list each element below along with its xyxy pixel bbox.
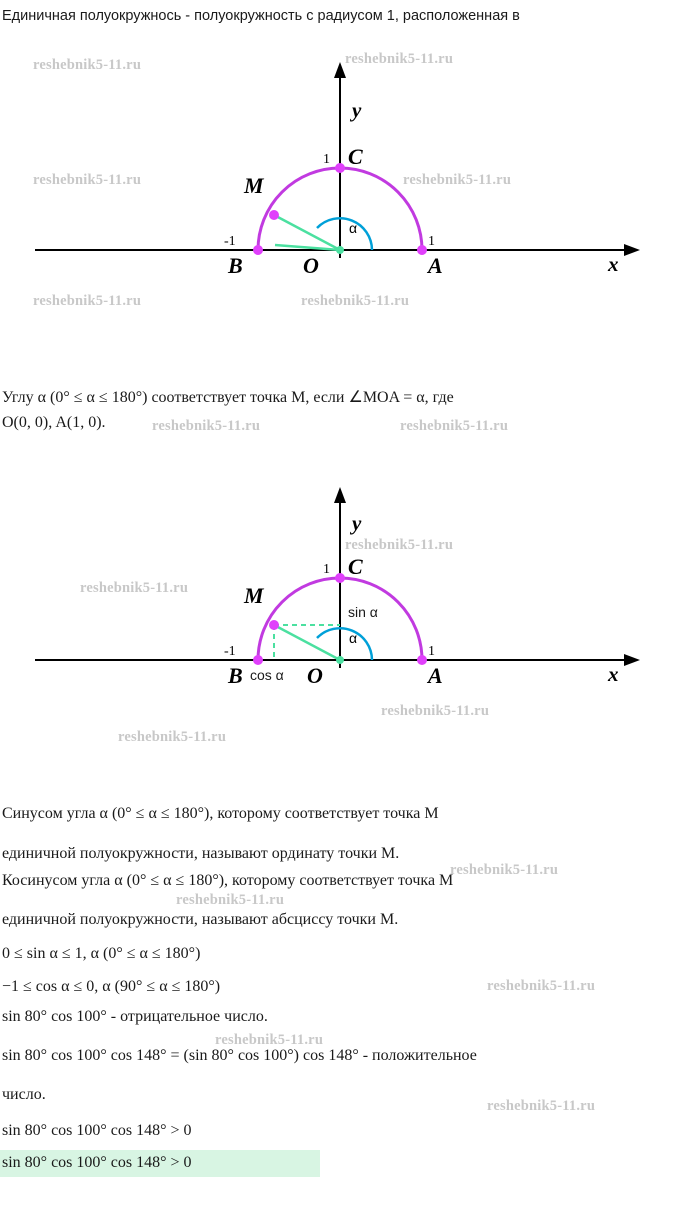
figure-2-y-label: y bbox=[352, 511, 362, 535]
answer-text: sin 80° cos 100° cos 148° > 0 bbox=[2, 1154, 192, 1171]
figure-2-cos-label: cos α bbox=[250, 667, 284, 683]
figure-2-tick-A: 1 bbox=[428, 644, 435, 659]
watermark: reshebnik5-11.ru bbox=[152, 418, 261, 434]
figure-1-x-label: x bbox=[608, 252, 619, 276]
paragraph-1b: O(0, 0), A(1, 0). bbox=[2, 414, 106, 431]
figure-1-tick-B: -1 bbox=[224, 234, 236, 249]
figure-2-tick-C: 1 bbox=[323, 562, 330, 577]
figure-1-y-label: y bbox=[352, 98, 362, 122]
formula-1: 0 ≤ sin α ≤ 1, α (0° ≤ α ≤ 180°) bbox=[2, 945, 201, 962]
figure-2-angle-label: α bbox=[349, 630, 358, 646]
watermark: reshebnik5-11.ru bbox=[381, 703, 490, 719]
figure-2-x-label: x bbox=[608, 662, 619, 686]
watermark: reshebnik5-11.ru bbox=[176, 892, 285, 908]
watermark: reshebnik5-11.ru bbox=[450, 862, 559, 878]
paragraph-2b: единичной полуокружности, называют ординату точки M. bbox=[2, 845, 400, 862]
figure-2-sin-label: sin α bbox=[348, 604, 378, 620]
watermark: reshebnik5-11.ru bbox=[215, 1032, 324, 1048]
intro-line: Единичная полуокружнось - полуокружность с радиусом 1, расположенная в bbox=[2, 8, 520, 24]
figure-1-angle-label: α bbox=[349, 220, 358, 236]
watermark: reshebnik5-11.ru bbox=[33, 57, 142, 73]
paragraph-2a: Синусом угла α (0° ≤ α ≤ 180°), которому соответствует точка M bbox=[2, 805, 439, 822]
watermark: reshebnik5-11.ru bbox=[80, 580, 189, 596]
paragraph-3a: Косинусом угла α (0° ≤ α ≤ 180°), которому соответствует точка M bbox=[2, 872, 454, 889]
formula-5: sin 80° cos 100° cos 148° > 0 bbox=[2, 1122, 192, 1139]
watermark: reshebnik5-11.ru bbox=[301, 293, 410, 309]
watermark: reshebnik5-11.ru bbox=[487, 978, 596, 994]
figure-1-point-B: B bbox=[228, 253, 243, 278]
formula-3: sin 80° cos 100° - отрицательное число. bbox=[2, 1008, 268, 1025]
figure-1-point-M: M bbox=[244, 173, 264, 198]
watermark: reshebnik5-11.ru bbox=[118, 729, 227, 745]
paragraph-1: Углу α (0° ≤ α ≤ 180°) соответствует точка M, если ∠MOA = α, где bbox=[2, 389, 454, 406]
figure-2-point-C: C bbox=[348, 554, 363, 579]
figure-1-tick-A: 1 bbox=[428, 234, 435, 249]
formula-2: −1 ≤ cos α ≤ 0, α (90° ≤ α ≤ 180°) bbox=[2, 978, 221, 995]
figure-1-point-A: A bbox=[428, 253, 443, 278]
figure-2-point-A: A bbox=[428, 663, 443, 688]
watermark: reshebnik5-11.ru bbox=[33, 172, 142, 188]
figure-1-point-O: O bbox=[303, 253, 319, 278]
watermark: reshebnik5-11.ru bbox=[400, 418, 509, 434]
figure-2-point-O: O bbox=[307, 663, 323, 688]
watermark: reshebnik5-11.ru bbox=[345, 537, 454, 553]
figure-2-point-M: M bbox=[244, 583, 264, 608]
formula-4b: число. bbox=[2, 1086, 46, 1103]
watermark: reshebnik5-11.ru bbox=[403, 172, 512, 188]
formula-4: sin 80° cos 100° cos 148° = (sin 80° cos 100°) cos 148° - положительное bbox=[2, 1047, 477, 1064]
watermark: reshebnik5-11.ru bbox=[345, 51, 454, 67]
paragraph-3b: единичной полуокружности, называют абсциссу точки M. bbox=[2, 911, 399, 928]
watermark: reshebnik5-11.ru bbox=[487, 1098, 596, 1114]
figure-2-tick-B: -1 bbox=[224, 644, 236, 659]
figure-2-point-B: B bbox=[228, 663, 243, 688]
figure-1-tick-C: 1 bbox=[323, 152, 330, 167]
figure-1-point-C: C bbox=[348, 144, 363, 169]
watermark: reshebnik5-11.ru bbox=[33, 293, 142, 309]
